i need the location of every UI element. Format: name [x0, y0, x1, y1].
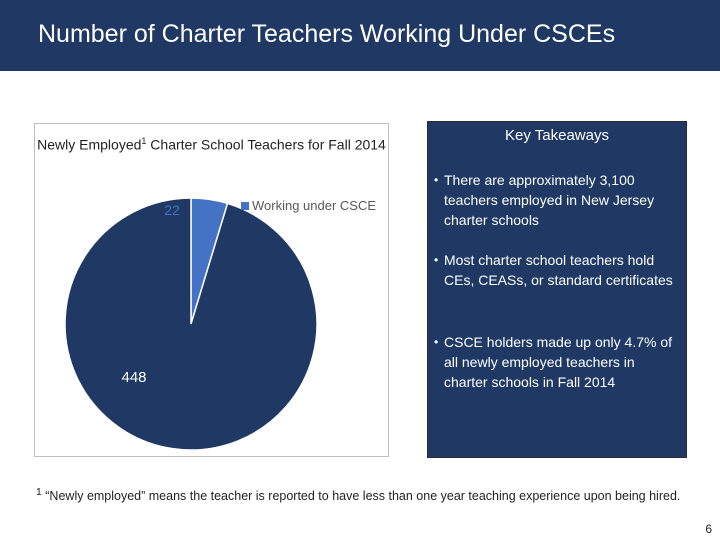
legend-swatch-csce [241, 202, 249, 210]
takeaway-text: CSCE holders made up only 4.7% of all newly employed teachers in charter schools in Fall 2014 [444, 334, 673, 390]
chart-title-footnote-marker: 1 [141, 136, 147, 146]
key-takeaways-title: Key Takeaways [505, 127, 609, 144]
takeaway-item [434, 250, 680, 290]
chart-title-main: Newly Employed [37, 136, 142, 153]
takeaway-item [434, 332, 680, 392]
page-number: 6 [705, 522, 712, 536]
pie-chart-panel [34, 123, 389, 457]
legend-label-csce: Working under CSCE [252, 198, 377, 213]
pie-slices [65, 198, 317, 450]
page-title: Number of Charter Teachers Working Under CSCEs [38, 20, 616, 48]
takeaway-text: Most charter school teachers hold CEs, CEASs, or standard certificates [444, 252, 673, 288]
footnote-marker: 1 [36, 487, 42, 498]
footnote [36, 487, 680, 503]
pie-chart [35, 124, 388, 456]
title-bar [0, 0, 720, 71]
bullet-glyph: • [434, 335, 439, 349]
chart-title-rest: Charter School Teachers for Fall 2014 [146, 136, 386, 153]
slice-label-csce: 22 [164, 202, 180, 218]
bullet-glyph: • [434, 253, 439, 267]
footnote-text: “Newly employed” means the teacher is reported to have less than one year teaching experience upon being hired. [41, 489, 681, 504]
pie-slice-other [65, 198, 317, 450]
key-takeaways-panel [427, 121, 687, 458]
takeaway-text: There are approximately 3,100 teachers employed in New Jersey charter schools [444, 172, 655, 228]
takeaway-item [434, 170, 680, 230]
bullet-glyph: • [434, 173, 439, 187]
slice-label-other: 448 [121, 369, 147, 386]
